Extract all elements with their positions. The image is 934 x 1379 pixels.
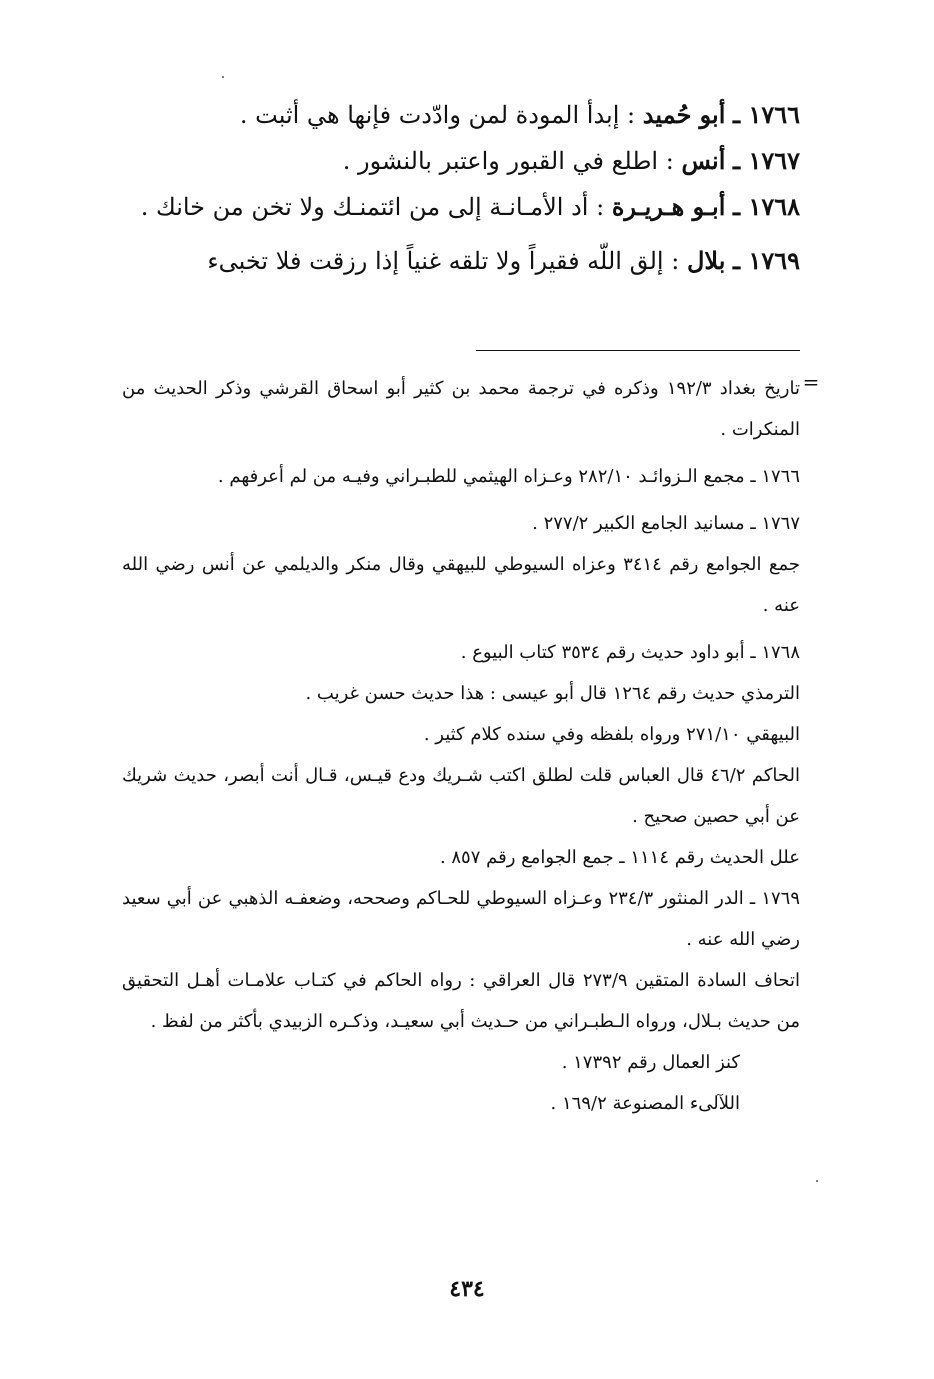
footnote: الترمذي حديث رقم ١٢٦٤ قال أبو عيسى : هذا حديث حسن غريب . (305, 683, 800, 704)
footnote: اللآلىء المصنوعة ١٦٩/٢ . (550, 1093, 740, 1114)
continuation-mark: = (802, 370, 820, 394)
speck (222, 76, 224, 78)
entry-1766 (122, 92, 800, 138)
footnote: جمع الجوامع رقم ٣٤١٤ وعزاه السيوطي للبيهقي وقال منكر والديلمي عن أنس رضي الله عنه . (122, 554, 800, 616)
footnote: اتحاف السادة المتقين ٢٧٣/٩ قال العراقي : رواه الحاكم في كتـاب علامـات أهـل التحقيق من حديث بـلال، ورواه الـطبـراني من حـديث أبي سعيـد، وذكـره الزبيدي بأكثر من لفظ . (122, 970, 800, 1032)
page-number: ٤٣٤ (449, 1276, 485, 1302)
footnote: علل الحديث رقم ١١١٤ ـ جمع الجوامع رقم ٨٥٧ . (439, 847, 800, 868)
entry-1767 (122, 138, 800, 184)
footnote: البيهقي ٢٧١/١٠ ورواه بلفظه وفي سنده كلام كثير . (423, 724, 800, 745)
entry-number: ١٧٦٦ ـ (733, 100, 800, 129)
narrator-name: بلال (686, 246, 726, 275)
entry-text: : إبدأ المودة لمن وادّدت فإنها هي أثبت . (239, 101, 636, 129)
entry-text: : أد الأمـانـة إلى من ائتمنـك ولا تخن من خانك . (140, 193, 605, 221)
narrator-name: أنس (681, 146, 726, 175)
narrator-name: أبو حُميد (642, 100, 726, 129)
entry-number: ١٧٦٨ ـ (733, 192, 800, 221)
entry-number: ١٧٦٩ ـ (733, 246, 800, 275)
entry-1768 (122, 184, 800, 230)
footnote: ١٧٦٧ ـ مسانيد الجامع الكبير ٢٧٧/٢ . (532, 513, 800, 534)
footnote: الحاكم ٤٦/٢ قال العباس قلت لطلق اكتب شـريك ودع قيـس، قـال أنت أبصر، حديث شريك عن أبي حصين صحيح . (122, 765, 800, 827)
footnote: كنز العمال رقم ١٧٣٩٢ . (561, 1052, 740, 1073)
entry-text: : اطلع في القبور واعتبر بالنشور . (342, 147, 674, 175)
speck (816, 1180, 818, 1182)
footnotes (122, 368, 800, 1124)
narrator-name: أبـو هـريـرة (611, 192, 726, 221)
entry-1769 (122, 238, 800, 284)
footnote: تاريخ بغداد ١٩٢/٣ وذكره في ترجمة محمد بن كثير أبو اسحاق القرشي وذكر الحديث من المنكرات . (122, 378, 800, 440)
entry-number: ١٧٦٧ ـ (733, 146, 800, 175)
entry-text: : إلق اللّه فقيراً ولا تلقه غنياً إذا رزقت فلا تخبىء (207, 247, 680, 275)
footnote: ١٧٦٩ ـ الدر المنثور ٢٣٤/٣ وعـزاه السيوطي للحـاكم وصححه، وضعفـه الذهبي عن أبي سعيد رضي الله عنه . (122, 888, 800, 950)
main-text (122, 92, 800, 284)
footnote-divider (476, 350, 800, 351)
footnote: ١٧٦٨ ـ أبو داود حديث رقم ٣٥٣٤ كتاب البيوع . (460, 642, 800, 663)
footnote: ١٧٦٦ ـ مجمع الـزوائـد ٢٨٢/١٠ وعـزاه الهيثمي للطبـراني وفيـه من لم أعرفهم . (217, 466, 800, 487)
